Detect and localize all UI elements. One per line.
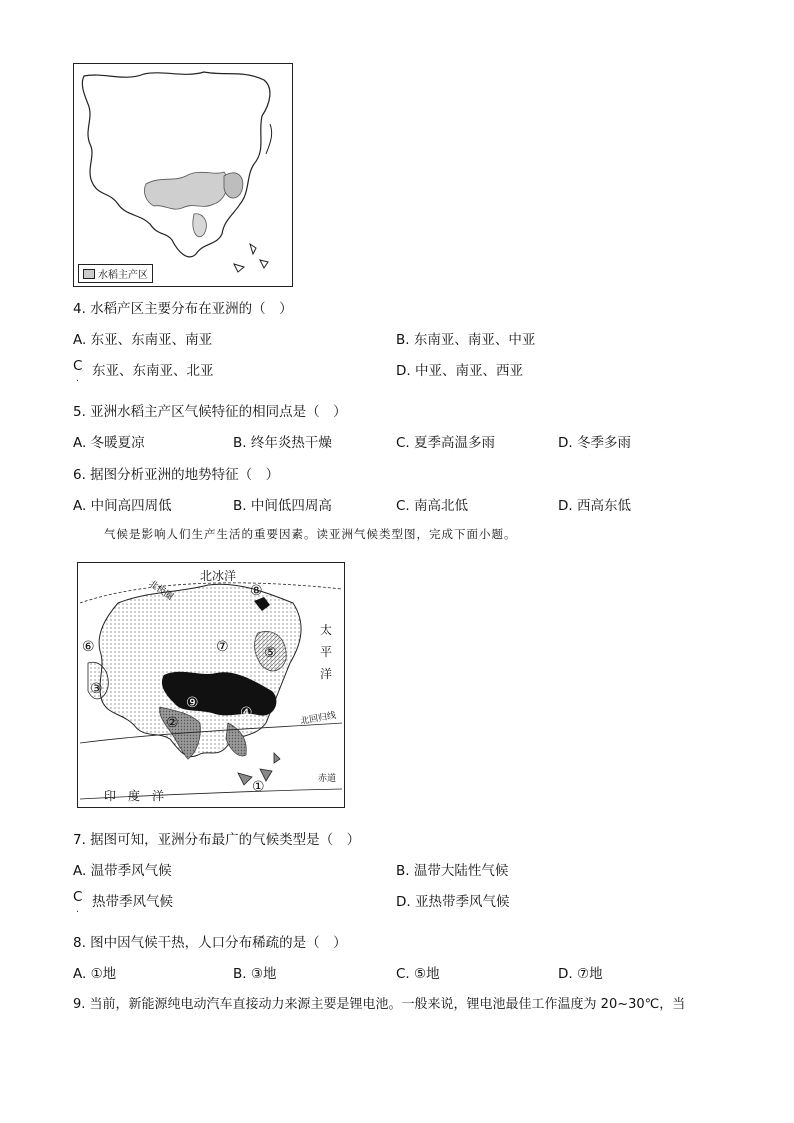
question-5-option-c[interactable]: C. 夏季高温多雨 [396, 435, 496, 451]
question-7-option-d[interactable]: D. 亚热带季风气候 [396, 894, 510, 910]
label-tropic: 北回归线 [299, 710, 337, 728]
question-4-option-c[interactable]: 东亚、东南亚、北亚 [92, 363, 214, 379]
question-6-option-d[interactable]: D. 西高东低 [558, 498, 631, 514]
climate-label-6: ⑥ [82, 639, 95, 655]
question-7-stem: 7. 据图可知，亚洲分布最广的气候类型是（ ） [73, 832, 361, 848]
climate-label-5: ⑤ [264, 645, 277, 661]
question-8-option-c[interactable]: C. ⑤地 [396, 966, 440, 982]
question-5-option-d[interactable]: D. 冬季多雨 [558, 435, 631, 451]
asia-rice-map [73, 63, 293, 287]
question-4-option-c-letter: C [73, 358, 83, 374]
climate-label-9: ⑨ [186, 695, 199, 711]
question-5-option-b[interactable]: B. 终年炎热干燥 [233, 435, 332, 451]
question-9-stem: 9. 当前，新能源纯电动汽车直接动力来源主要是锂电池。一般来说，锂电池最佳工作温度为 20~30℃，当 [73, 997, 686, 1012]
question-6-option-a[interactable]: A. 中间高四周低 [73, 498, 172, 514]
question-5-stem: 5. 亚洲水稻主产区气候特征的相同点是（ ） [73, 404, 347, 420]
question-4-option-a[interactable]: A. 东亚、东南亚、南亚 [73, 332, 213, 348]
question-8-option-a[interactable]: A. ①地 [73, 966, 117, 982]
question-4-option-d[interactable]: D. 中亚、南亚、西亚 [396, 363, 523, 379]
legend-swatch [83, 269, 95, 279]
label-arctic-ocean: 北冰洋 [200, 569, 237, 583]
question-7-option-b[interactable]: B. 温带大陆性气候 [396, 863, 509, 879]
question-6-option-c[interactable]: C. 南高北低 [396, 498, 469, 514]
question-8-option-b[interactable]: B. ③地 [233, 966, 277, 982]
question-5-option-a[interactable]: A. 冬暖夏凉 [73, 435, 145, 451]
question-4-stem: 4. 水稻产区主要分布在亚洲的（ ） [73, 301, 293, 317]
asia-climate-map-drawing [78, 563, 344, 807]
question-4-option-b[interactable]: B. 东南亚、南亚、中亚 [396, 332, 536, 348]
question-8-stem: 8. 图中因气候干热，人口分布稀疏的是（ ） [73, 935, 347, 951]
asia-rice-map-drawing [74, 64, 292, 286]
question-7-option-a[interactable]: A. 温带季风气候 [73, 863, 172, 879]
climate-label-4: ④ [240, 705, 253, 721]
climate-label-3: ③ [90, 681, 103, 697]
question-6-option-b[interactable]: B. 中间低四周高 [233, 498, 332, 514]
label-pacific-ocean: 太 平 洋 [320, 623, 333, 681]
label-arctic-circle: 北极圈 [146, 578, 175, 603]
dot-mark: . [76, 905, 79, 915]
question-8-option-d[interactable]: D. ⑦地 [558, 966, 603, 982]
climate-label-7: ⑦ [216, 639, 229, 655]
asia-climate-map [77, 562, 345, 808]
dot-mark: . [76, 374, 79, 384]
section-intro: 气候是影响人们生产生活的重要因素。读亚洲气候类型图，完成下面小题。 [104, 527, 517, 541]
map-legend [78, 264, 153, 283]
climate-label-1: ① [252, 779, 265, 795]
climate-label-2: ② [166, 715, 179, 731]
question-6-stem: 6. 据图分析亚洲的地势特征（ ） [73, 467, 280, 483]
label-equator: 赤道 [318, 774, 337, 784]
label-indian-ocean: 印 度 洋 [104, 789, 165, 803]
climate-label-8: ⑧ [250, 583, 263, 599]
question-7-option-c[interactable]: 热带季风气候 [92, 894, 173, 910]
legend-label: 水稻主产区 [98, 270, 148, 281]
question-7-option-c-letter: C [73, 889, 83, 905]
